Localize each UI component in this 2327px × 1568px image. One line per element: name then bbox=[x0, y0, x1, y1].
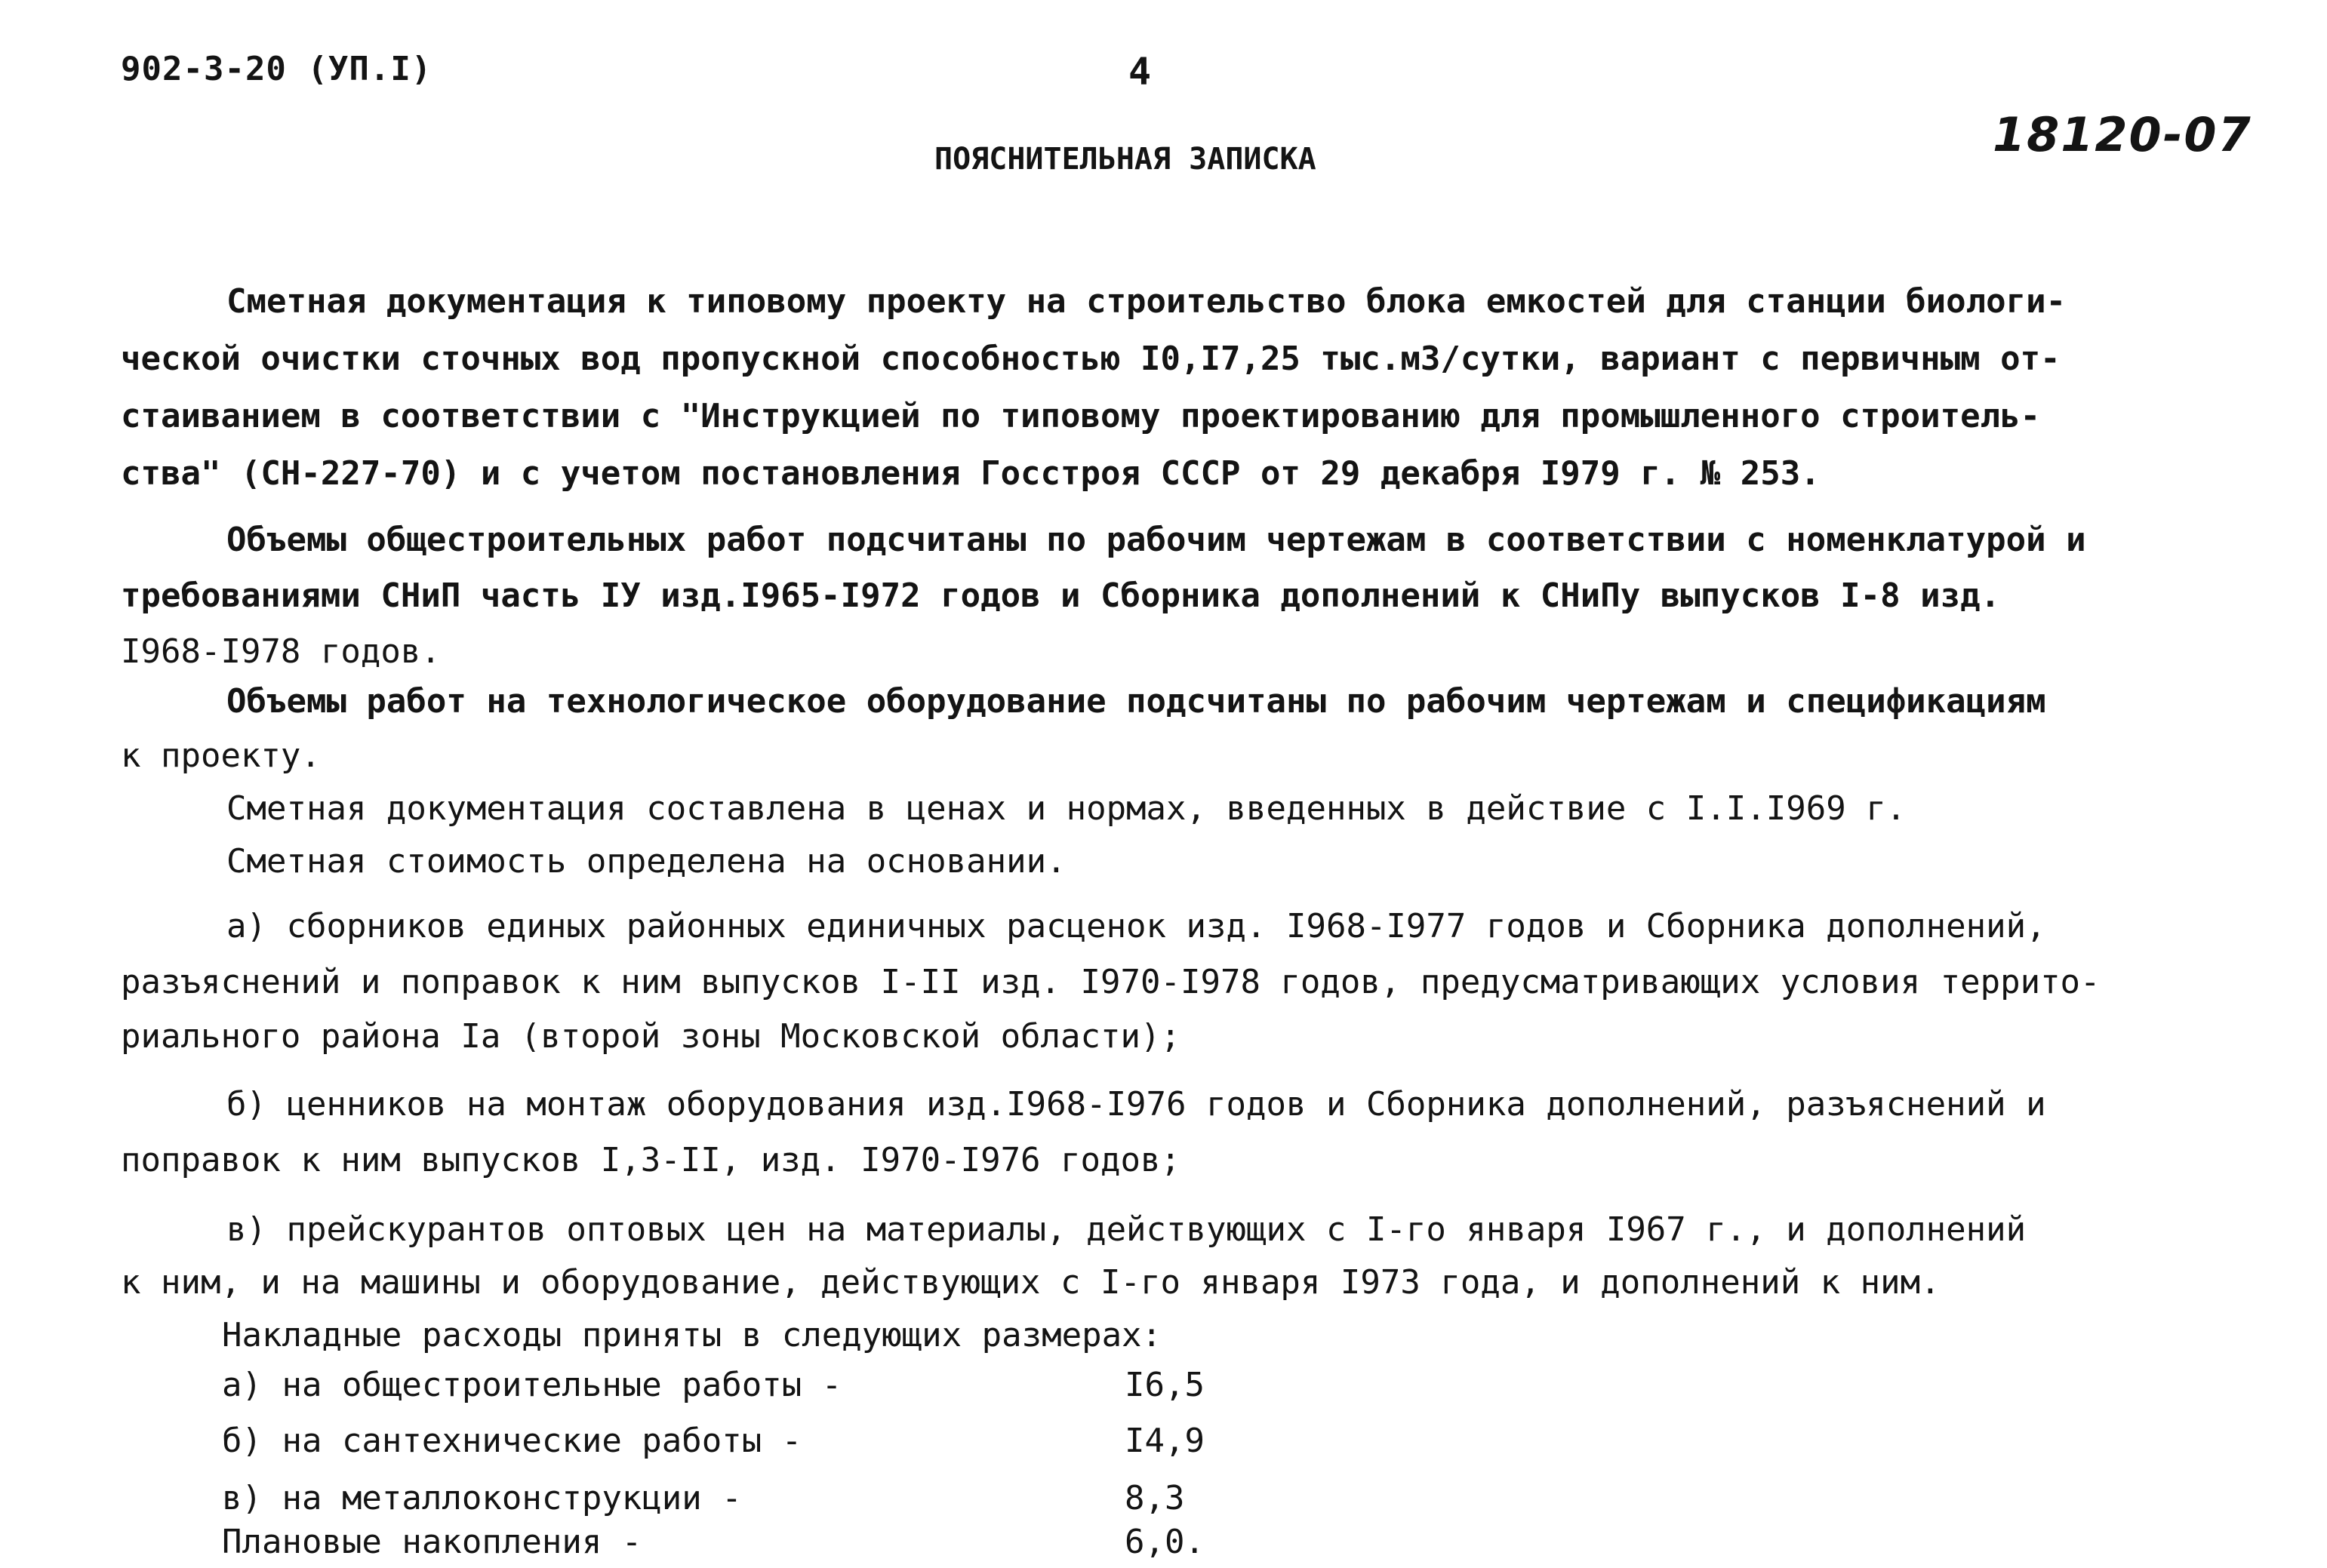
paragraph-2-line-1: Объемы общестроительных работ подсчитаны по рабочим чертежам в соответствии с номенклатурой и bbox=[226, 521, 2086, 559]
paragraph-5: Сметная стоимость определена на основании. bbox=[226, 842, 1067, 881]
item-a-line-2: разъяснений и поправок к ним выпусков I-II изд. I970-I978 годов, предусматривающих условия террито- bbox=[121, 963, 2101, 1001]
paragraph-1-line-3: стаиванием в соответствии с "Инструкцией по типовому проектированию для промышленного строитель- bbox=[121, 397, 2041, 435]
overhead-item-label: в) на металлоконструкции - bbox=[222, 1479, 742, 1517]
paragraph-1-line-1: Сметная документация к типовому проекту на строительство блока емкостей для станции биологи- bbox=[226, 282, 2067, 321]
item-b-line-2: поправок к ним выпусков I,3-II, изд. I970-I976 годов; bbox=[121, 1141, 1180, 1179]
overhead-item-value: I4,9 bbox=[1125, 1422, 1205, 1460]
item-b-line-1: б) ценников на монтаж оборудования изд.I968-I976 годов и Сборника дополнений, разъяснений и bbox=[226, 1085, 2046, 1124]
overhead-intro: Накладные расходы приняты в следующих размерах: bbox=[222, 1316, 1162, 1354]
stamp-number: 18120-07 bbox=[1993, 107, 2252, 162]
paragraph-3-line-1: Объемы работ на технологическое оборудование подсчитаны по рабочим чертежам и спецификациям bbox=[226, 682, 2046, 721]
item-c-line-2: к ним, и на машины и оборудование, действующих с I-го января I973 года, и дополнений к ним. bbox=[121, 1263, 1941, 1302]
paragraph-3-line-2: к проекту. bbox=[121, 736, 321, 775]
overhead-item-label: Плановые накопления - bbox=[222, 1523, 642, 1561]
page-number: 4 bbox=[1128, 50, 1152, 94]
item-c-line-1: в) прейскурантов оптовых цен на материалы, действующих с I-го января I967 г., и дополнений bbox=[226, 1210, 2027, 1249]
overhead-item-label: а) на общестроительные работы - bbox=[222, 1366, 842, 1404]
document-title: ПОЯСНИТЕЛЬНАЯ ЗАПИСКА bbox=[934, 142, 1316, 177]
overhead-item-value: 8,3 bbox=[1125, 1479, 1185, 1517]
document-code: 902-3-20 (УП.I) bbox=[121, 50, 432, 88]
overhead-item-label: б) на сантехнические работы - bbox=[222, 1422, 802, 1460]
paragraph-4: Сметная документация составлена в ценах и нормах, введенных в действие с I.I.I969 г. bbox=[226, 789, 1907, 828]
overhead-item-value: I6,5 bbox=[1125, 1366, 1205, 1404]
item-a-line-1: а) сборников единых районных единичных расценок изд. I968-I977 годов и Сборника дополнений, bbox=[226, 907, 2046, 945]
paragraph-1-line-4: ства" (СН-227-70) и с учетом постановления Госстроя СССР от 29 декабря I979 г. № 253. bbox=[121, 454, 1821, 493]
overhead-item-value: 6,0. bbox=[1125, 1523, 1205, 1561]
paragraph-1-line-2: ческой очистки сточных вод пропускной способностью I0,I7,25 тыс.м3/сутки, вариант с первичным от- bbox=[121, 340, 2061, 378]
paragraph-2-line-2: требованиями СНиП часть IУ изд.I965-I972 годов и Сборника дополнений к СНиПу выпусков I-8 изд. bbox=[121, 576, 2001, 615]
item-a-line-3: риального района Iа (второй зоны Московской области); bbox=[121, 1017, 1180, 1056]
paragraph-2-line-3: I968-I978 годов. bbox=[121, 632, 441, 671]
